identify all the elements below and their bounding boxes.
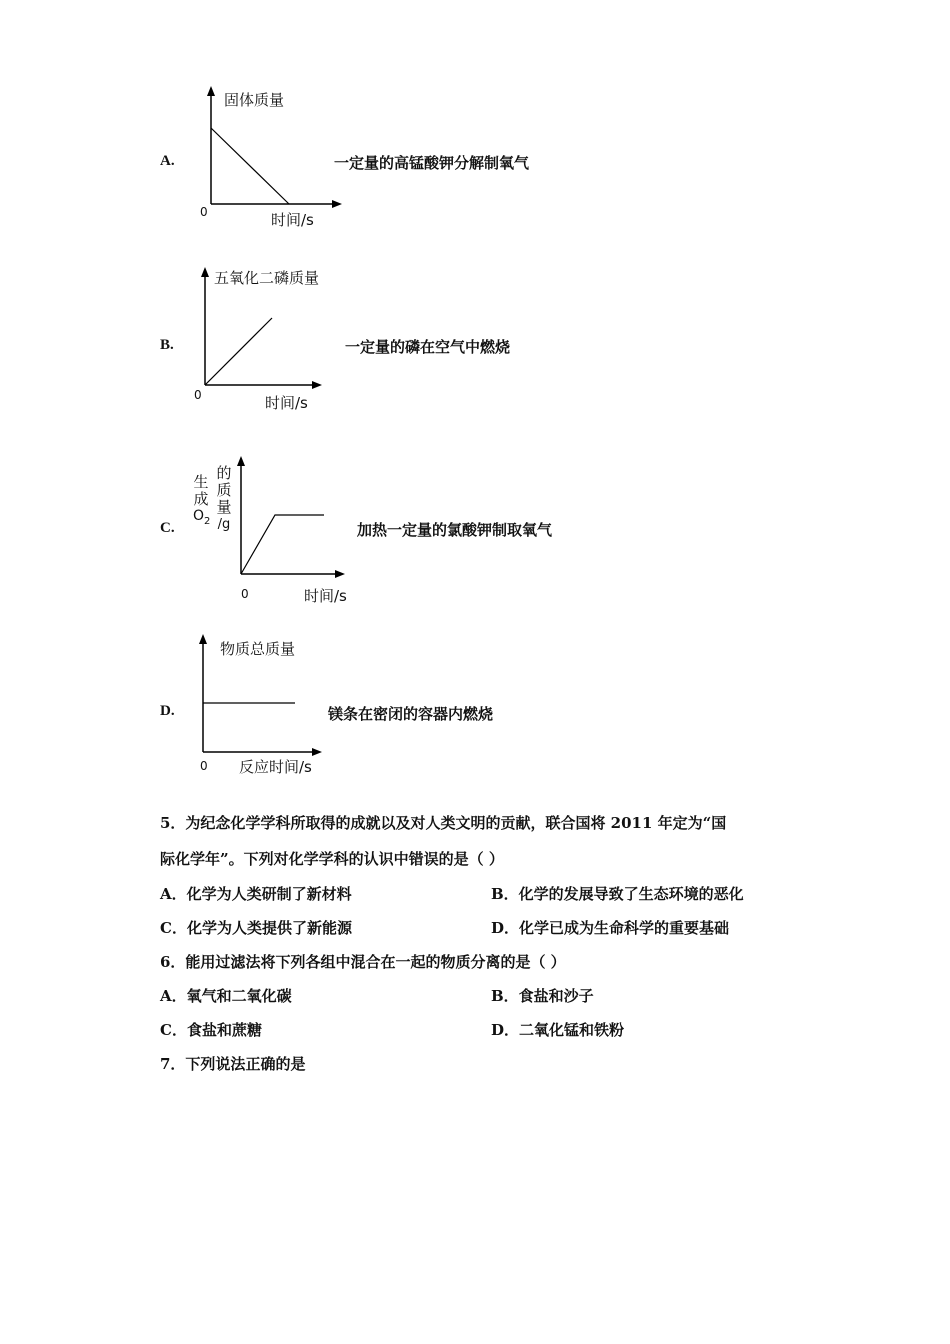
o-symbol: O	[193, 508, 205, 524]
y-label-unit: /g	[217, 517, 231, 532]
y-label-char: 生	[193, 473, 209, 491]
graph-caption: 镁条在密闭的容器内燃烧	[328, 705, 494, 723]
y-label-char: 质	[216, 481, 232, 499]
x-axis-label: 时间/s	[265, 394, 308, 412]
origin-label: 0	[200, 759, 208, 773]
option-b: B．食盐和沙子	[491, 987, 594, 1005]
option-d: D．二氧化锰和铁粉	[491, 1021, 625, 1039]
graph-caption: 加热一定量的氯酸钾制取氧气	[357, 521, 553, 539]
option-c: C．化学为人类提供了新能源	[160, 919, 352, 937]
y-label-char: 量	[216, 498, 232, 516]
option-letter: D.	[160, 703, 175, 719]
y-label-char: 成	[193, 490, 209, 508]
option-d: D．化学已成为生命科学的重要基础	[491, 919, 730, 937]
option-letter: A.	[160, 153, 175, 169]
subscript-2: 2	[204, 515, 211, 527]
y-axis-label: 物质总质量	[220, 640, 296, 658]
x-axis-label: 反应时间/s	[239, 758, 312, 776]
origin-label: 0	[194, 388, 202, 402]
graph-caption: 一定量的高锰酸钾分解制氧气	[334, 154, 530, 172]
option-letter: C.	[160, 520, 175, 536]
option-a: A．化学为人类研制了新材料	[160, 885, 352, 903]
option-c: C．食盐和蔗糖	[160, 1021, 262, 1039]
option-b: B．化学的发展导致了生态环境的恶化	[491, 885, 744, 903]
option-letter: B.	[160, 337, 174, 353]
question-stem-line2: 际化学年”。下列对化学学科的认识中错误的是（ ）	[160, 850, 504, 868]
x-axis-label: 时间/s	[271, 211, 314, 229]
option-a: A．氧气和二氧化碳	[160, 987, 292, 1005]
y-label-char: 的	[216, 464, 232, 482]
graph-caption: 一定量的磷在空气中燃烧	[345, 338, 511, 356]
origin-label: 0	[200, 205, 208, 219]
origin-label: 0	[241, 587, 249, 601]
y-axis-label: 固体质量	[224, 91, 285, 109]
y-axis-label: 五氧化二磷质量	[214, 269, 320, 287]
question-stem: 7．下列说法正确的是	[160, 1055, 306, 1073]
question-stem: 6．能用过滤法将下列各组中混合在一起的物质分离的是（ ）	[160, 953, 566, 971]
x-axis-label: 时间/s	[304, 587, 347, 605]
question-stem-line1: 5．为纪念化学学科所取得的成就以及对人类文明的贡献，联合国将 2011 年定为“国	[160, 814, 727, 832]
